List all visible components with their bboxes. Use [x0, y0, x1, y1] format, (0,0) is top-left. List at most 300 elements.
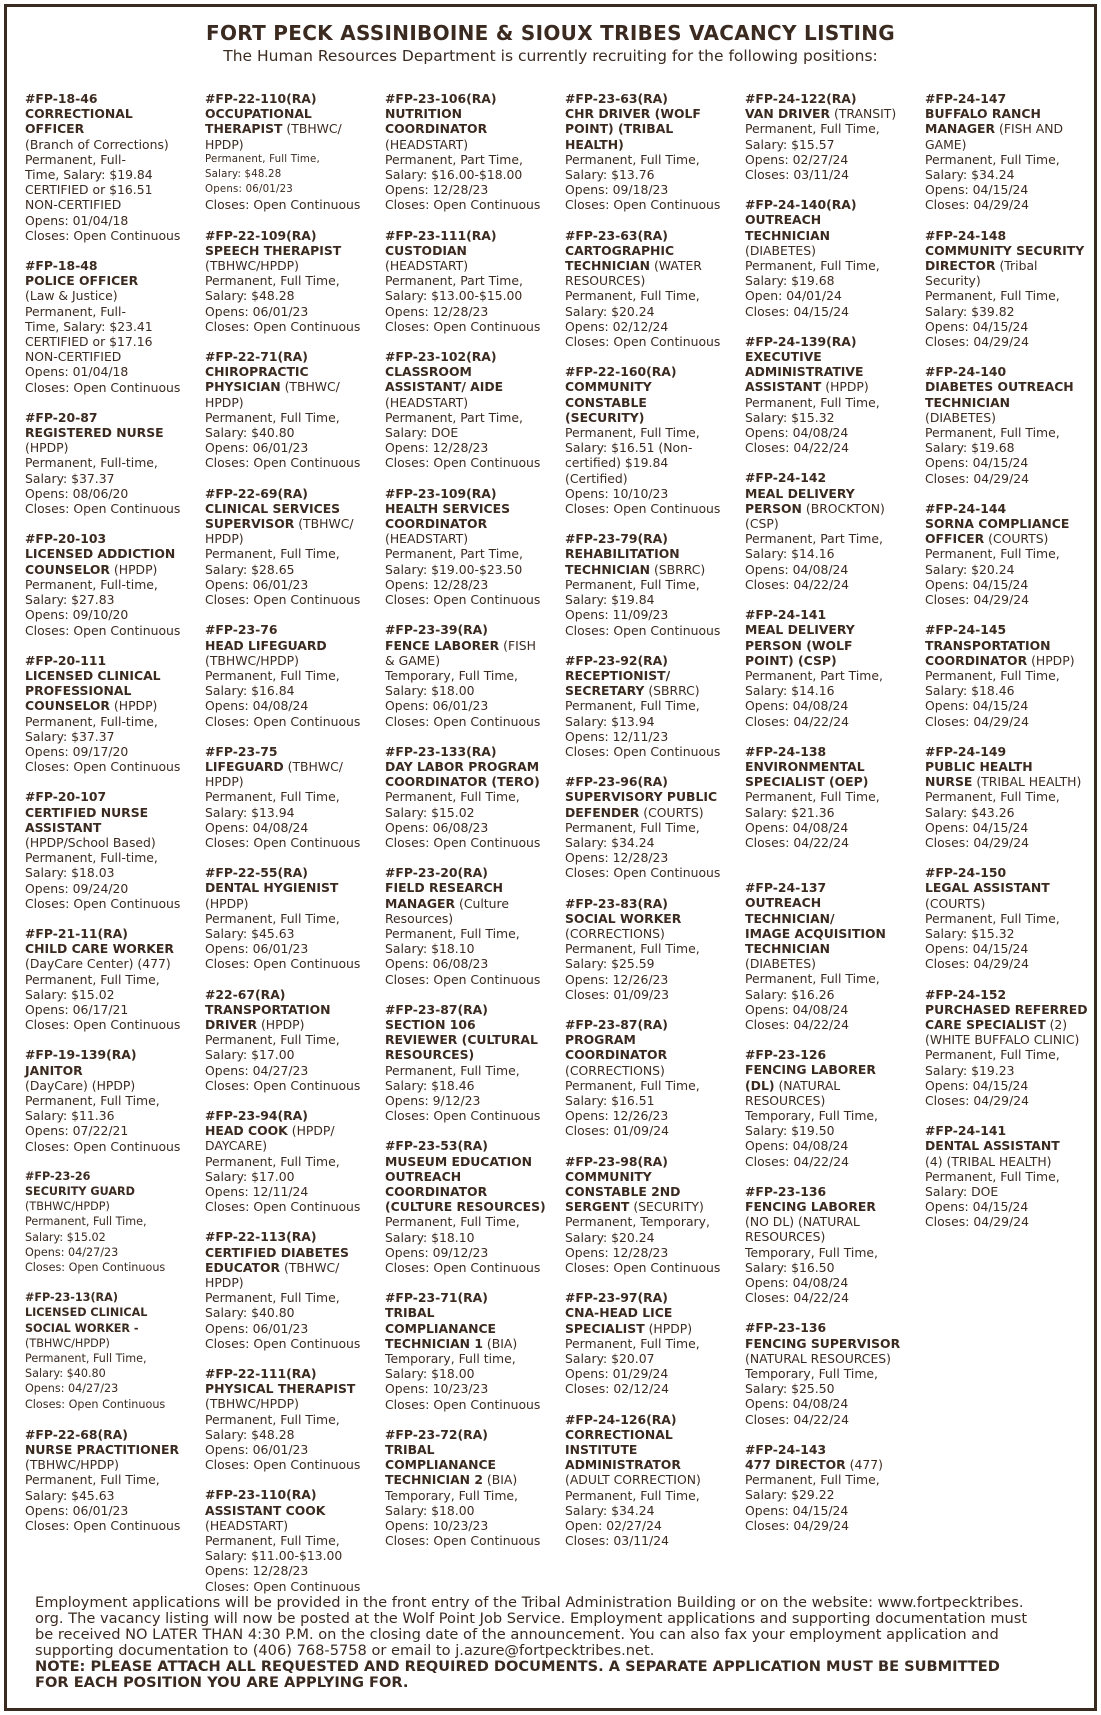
job-number: #FP-24-140 — [925, 364, 1007, 380]
job-detail-line: Closes: Open Continuous — [25, 895, 181, 911]
job-title-part: SERGENT — [565, 1199, 630, 1215]
job-detail-line: Opens: 12/28/23 — [385, 576, 489, 592]
job-detail-line: DIABETES OUTREACH — [925, 379, 1074, 395]
job-detail-line: Salary: $18.00 — [385, 1366, 475, 1382]
job-detail-line: Salary: $45.63 — [205, 925, 295, 941]
job-column-4 — [565, 91, 741, 1563]
job-listing — [925, 865, 1101, 971]
job-detail-line: FENCING LABORER — [745, 1062, 876, 1078]
job-number: #FP-23-63(RA) — [565, 227, 668, 243]
job-number: #FP-24-122(RA) — [745, 91, 857, 106]
job-detail-line: Closes: Open Continuous — [205, 1578, 361, 1594]
job-detail-line: (HEADSTART) — [385, 531, 469, 547]
job-listing — [205, 91, 381, 213]
job-detail-line: (4) (TRIBAL HEALTH) — [925, 1153, 1052, 1169]
job-title-part: (DL) — [745, 1077, 775, 1093]
job-detail-line: Salary: DOE — [925, 1184, 999, 1199]
job-detail-line: Closes: 04/22/24 — [745, 440, 849, 456]
job-title-part: EDUCATOR — [205, 1259, 281, 1275]
job-detail-line: (DIABETES) — [925, 409, 996, 425]
job-detail-line: (WHITE BUFFALO CLINIC) — [925, 1032, 1080, 1048]
job-detail-line: (TBHWC/HPDP) — [205, 1396, 299, 1412]
job-detail-line: Salary: $28.65 — [205, 561, 295, 577]
job-detail-line: LICENSED CLINICAL — [25, 1306, 148, 1320]
job-number: #FP-23-136 — [745, 1183, 827, 1199]
job-number: #FP-24-145 — [925, 622, 1007, 638]
job-detail-line: Closes: Open Continuous — [205, 1457, 361, 1473]
job-listing — [745, 470, 921, 592]
job-detail-line: REGISTERED NURSE — [25, 425, 164, 441]
job-detail-line: CHIROPRACTIC — [205, 364, 309, 380]
job-detail-line: Permanent, Full Time, — [745, 1472, 880, 1488]
job-detail-line: Closes: 04/29/24 — [745, 1517, 849, 1533]
job-title-part: COORDINATOR — [925, 652, 1028, 668]
job-detail-line: Permanent, Full Time, — [925, 425, 1060, 441]
job-listing — [25, 531, 201, 637]
job-detail-line: TECHNICIAN — [745, 227, 831, 243]
job-number: #FP-22-113(RA) — [205, 1229, 317, 1245]
job-detail-line: Closes: 04/22/24 — [745, 576, 849, 592]
job-title-part: TECHNICIAN — [565, 258, 651, 274]
job-detail-line: Opens: 12/11/23 — [565, 728, 669, 744]
job-detail-line: SOCIAL WORKER — [565, 910, 682, 926]
job-detail-line: Salary: $34.24 — [565, 834, 655, 850]
job-title-part: SPECIALIST — [565, 1320, 645, 1336]
job-detail-line: Salary: $21.36 — [745, 804, 835, 820]
job-detail-line: Opens: 02/27/24 — [745, 151, 849, 167]
job-detail-line: Opens: 09/18/23 — [565, 182, 669, 198]
job-number: #FP-23-97(RA) — [565, 1290, 668, 1306]
job-detail-line: Opens: 04/27/23 — [25, 1245, 119, 1259]
job-number: #FP-22-109(RA) — [205, 227, 317, 243]
job-detail-line: REHABILITATION — [565, 546, 680, 562]
job-detail-line: Opens: 06/01/23 — [205, 184, 293, 196]
job-number: #FP-23-92(RA) — [565, 652, 668, 668]
job-detail-line: OCCUPATIONAL — [205, 106, 312, 122]
job-title-part: 477 DIRECTOR — [745, 1457, 846, 1473]
job-detail-line: SECURITY GUARD — [25, 1185, 135, 1198]
job-detail-line: Closes: Open Continuous — [25, 379, 181, 395]
job-detail-line: Closes: Open Continuous — [25, 622, 181, 638]
job-title-part: HEAD COOK — [205, 1123, 288, 1139]
job-detail-line: (DL) (NATURAL — [745, 1077, 841, 1093]
job-detail-line: (NO DL) (NATURAL — [745, 1214, 860, 1230]
job-detail-line: Salary: $15.32 — [745, 409, 835, 425]
job-detail-line: Salary: $20.24 — [565, 303, 655, 319]
job-detail-line: (ADULT CORRECTION) — [565, 1472, 701, 1488]
job-detail-line: Closes: Open Continuous — [565, 501, 721, 517]
job-detail-line: Opens: 12/28/23 — [385, 303, 489, 319]
job-number: #FP-23-87(RA) — [385, 1001, 488, 1017]
job-number: #FP-20-111 — [25, 652, 107, 668]
job-detail-line: CONSTABLE 2ND — [565, 1184, 681, 1199]
job-number: #FP-23-75 — [205, 743, 278, 759]
job-detail-line: CERTIFIED or $17.16 — [25, 334, 153, 350]
job-detail-line: DAY LABOR PROGRAM — [385, 758, 540, 774]
job-listing — [25, 1169, 201, 1275]
job-detail-line: TECHNICIAN (WATER — [565, 258, 702, 274]
job-detail-line: Permanent, Part Time, — [385, 151, 523, 167]
job-detail-line: (DIABETES) — [745, 242, 816, 258]
footer-line: org. The vacancy listing will now be posted at the Wolf Point Job Service. Employment applications and supporting documentation must — [35, 1610, 1028, 1627]
job-title-part: DEFENDER — [565, 804, 640, 820]
job-detail-line: LEGAL ASSISTANT — [925, 880, 1050, 896]
job-detail-line: Salary: $16.50 — [745, 1259, 835, 1275]
job-detail-line: Salary: $19.68 — [925, 440, 1015, 456]
job-detail-line: Permanent, Temporary, — [565, 1214, 710, 1230]
job-detail-line: Permanent, Full Time, — [385, 925, 520, 941]
job-detail-line: Permanent, Full Time, — [925, 546, 1060, 562]
job-listing — [205, 1108, 381, 1214]
job-detail-line: Opens: 04/15/24 — [925, 1077, 1029, 1093]
job-number: #FP-23-110(RA) — [205, 1487, 317, 1503]
job-listing — [25, 410, 201, 516]
job-detail-line: Salary: $18.10 — [385, 1229, 475, 1245]
job-detail-line: (Law & Justice) — [25, 288, 118, 304]
job-listing — [925, 1123, 1101, 1229]
job-detail-line: Temporary, Full Time, — [745, 1107, 878, 1123]
job-detail-line: Permanent, Full Time, — [745, 971, 880, 987]
job-listing — [205, 622, 381, 728]
job-detail-line: Closes: 04/22/24 — [745, 1153, 849, 1169]
job-detail-line: Closes: Open Continuous — [25, 759, 181, 775]
job-number: #FP-22-69(RA) — [205, 485, 308, 501]
job-number: #FP-23-53(RA) — [385, 1138, 488, 1154]
job-detail-line: Salary: DOE — [385, 425, 459, 441]
job-detail-line: SPECIALIST (OEP) — [745, 774, 869, 790]
job-listing — [565, 91, 741, 213]
job-detail-line: LIFEGUARD (TBHWC/ — [205, 758, 343, 774]
job-title-part: TECHNICIAN 2 — [385, 1472, 483, 1488]
job-number: #FP-24-147 — [925, 91, 1007, 106]
job-listing — [925, 91, 1101, 213]
job-listing — [205, 987, 381, 1093]
job-title-part: THERAPIST — [205, 121, 283, 137]
job-listing — [745, 334, 921, 456]
job-detail-line: HPDP) — [205, 531, 244, 547]
footer-line: be received NO LATER THAN 4:30 P.M. on the closing date of the announcement. You can also fax your employment application and — [35, 1626, 999, 1643]
job-detail-line: (HEADSTART) — [385, 258, 469, 274]
job-detail-line: Opens: 04/15/24 — [925, 455, 1029, 471]
job-detail-line: DEFENDER (COURTS) — [565, 804, 704, 820]
job-detail-line: Closes: 04/29/24 — [925, 956, 1029, 972]
job-detail-line: DRIVER (HPDP) — [205, 1016, 305, 1032]
job-detail-line: MANAGER (FISH AND — [925, 121, 1064, 137]
job-detail-line: Closes: Open Continuous — [385, 834, 541, 850]
job-detail-line: Permanent, Full Time, — [925, 1047, 1060, 1063]
job-detail-line: Permanent, Full Time, — [565, 941, 700, 957]
job-detail-line: Salary: $13.94 — [205, 804, 295, 820]
job-detail-line: Salary: $40.80 — [25, 1367, 106, 1381]
job-detail-line: CARE SPECIALIST (2) — [925, 1016, 1068, 1032]
job-detail-line: Permanent, Full Time, — [25, 1472, 160, 1488]
job-number: #FP-24-141 — [925, 1123, 1007, 1139]
job-detail-line: Permanent, Part Time, — [385, 409, 523, 425]
job-detail-line: Permanent, Full Time, — [385, 789, 520, 805]
job-detail-line: Opens: 04/15/24 — [925, 819, 1029, 835]
job-detail-line: Closes: 01/09/24 — [565, 1123, 669, 1139]
job-detail-line: Permanent, Full Time, — [25, 1092, 160, 1108]
job-detail-line: HPDP) — [205, 394, 244, 410]
job-detail-line: Closes: 04/22/24 — [745, 1411, 849, 1427]
job-detail-line: CORRECTIONAL — [565, 1426, 673, 1442]
job-detail-line: Temporary, Full Time, — [745, 1366, 878, 1382]
job-listing — [565, 531, 741, 637]
job-number: #FP-23-83(RA) — [565, 895, 668, 911]
job-detail-line: TECHNICIAN/ — [745, 910, 835, 926]
job-detail-line: COMMUNITY SECURITY — [925, 242, 1085, 258]
footer-line: Employment applications will be provided in the front entry of the Tribal Administration Building or on the website: www.fortpecktribes. — [35, 1594, 1024, 1611]
job-detail-line: Permanent, Full Time, — [565, 576, 700, 592]
job-number: #FP-22-68(RA) — [25, 1426, 128, 1442]
job-detail-line: Opens: 12/28/23 — [385, 440, 489, 456]
job-detail-line: DAYCARE) — [205, 1138, 268, 1154]
job-detail-line: Closes: Open Continuous — [385, 713, 541, 729]
job-detail-line: MEAL DELIVERY — [745, 485, 855, 501]
job-detail-line: Salary: $25.59 — [565, 956, 655, 972]
job-detail-line: ADMINISTRATOR — [565, 1457, 681, 1473]
job-detail-line: Permanent, Full Time, — [565, 1077, 700, 1093]
job-detail-line: Opens: 12/26/23 — [565, 971, 669, 987]
job-detail-line: Permanent, Full-time, — [25, 850, 158, 866]
job-detail-line: TECHNICIAN 1 (BIA) — [385, 1335, 518, 1351]
job-detail-line: CONSTABLE — [565, 394, 647, 410]
job-detail-line: HEALTH) — [565, 136, 624, 152]
job-detail-line: EDUCATOR (TBHWC/ — [205, 1259, 340, 1275]
job-detail-line: COORDINATOR — [565, 1047, 668, 1063]
job-listing — [25, 1290, 201, 1412]
page-title: FORT PECK ASSINIBOINE & SIOUX TRIBES VACANCY LISTING — [206, 21, 895, 45]
job-detail-line: Opens: 04/08/24 — [205, 819, 309, 835]
job-detail-line: Salary: $34.24 — [565, 1502, 655, 1518]
job-detail-line: Closes: Open Continuous — [25, 227, 181, 243]
job-detail-line: Permanent, Full Time, — [385, 1062, 520, 1078]
job-detail-line: BUFFALO RANCH — [925, 106, 1041, 122]
job-detail-line: Salary: $17.00 — [205, 1047, 295, 1063]
job-detail-line: Opens: 12/26/23 — [565, 1108, 669, 1124]
job-detail-line: Permanent, Full Time, — [565, 425, 700, 441]
job-listing — [385, 1427, 561, 1549]
job-detail-line: TECHNICIAN — [925, 394, 1011, 410]
job-detail-line: Permanent, Full Time, — [565, 1335, 700, 1351]
job-listing — [205, 744, 381, 850]
job-detail-line: HEAD LIFEGUARD — [205, 637, 327, 653]
job-listing — [205, 349, 381, 471]
job-detail-line: TRIBAL — [385, 1442, 435, 1458]
job-detail-line: (HPDP) — [205, 895, 249, 911]
job-detail-line: Closes: 04/22/24 — [745, 1016, 849, 1032]
job-detail-line: IMAGE ACQUISITION — [745, 925, 886, 941]
job-detail-line: Permanent, Full Time, — [925, 151, 1060, 167]
job-detail-line: Salary: $48.28 — [205, 288, 295, 304]
job-detail-line: Time, Salary: $19.84 — [25, 167, 153, 183]
job-number: #FP-23-106(RA) — [385, 91, 497, 106]
job-detail-line: Salary: $16.51 — [565, 1092, 655, 1108]
job-detail-line: Opens: 04/08/24 — [745, 1001, 849, 1017]
job-detail-line: Salary: $18.46 — [385, 1077, 475, 1093]
job-title-part: LIFEGUARD — [205, 758, 284, 774]
job-detail-line: OUTREACH — [745, 212, 822, 228]
job-detail-line: Opens: 04/08/24 — [745, 819, 849, 835]
job-detail-line: Permanent, Full Time, — [205, 273, 340, 289]
job-detail-line: Opens: 10/23/23 — [385, 1518, 489, 1534]
job-detail-line: Closes: Open Continuous — [25, 1261, 166, 1275]
job-detail-line: COORDINATOR — [385, 121, 488, 137]
job-detail-line: Security) — [925, 273, 981, 289]
job-detail-line: Permanent, Full-time, — [25, 576, 158, 592]
job-detail-line: Salary: $15.02 — [385, 804, 475, 820]
job-number: #FP-18-48 — [25, 258, 98, 274]
job-detail-line: Permanent, Full Time, — [565, 151, 700, 167]
job-detail-line: Opens: 04/15/24 — [925, 941, 1029, 957]
job-detail-line: Salary: $19.68 — [745, 273, 835, 289]
job-detail-line: Permanent, Full Time, — [205, 1153, 340, 1169]
job-detail-line: Closes: Open Continuous — [205, 197, 361, 213]
job-detail-line: Opens: 12/28/23 — [565, 1244, 669, 1260]
job-detail-line: Salary: $14.16 — [745, 683, 835, 699]
job-title-part: PHYSICIAN — [205, 379, 281, 395]
job-number: #FP-24-142 — [745, 470, 827, 486]
job-detail-line: DENTAL HYGIENIST — [205, 880, 339, 896]
job-detail-line: Opens: 12/28/23 — [385, 182, 489, 198]
footer-note-line: FOR EACH POSITION YOU ARE APPLYING FOR. — [35, 1674, 409, 1691]
job-listing — [925, 622, 1101, 728]
job-detail-line: TECHNICIAN 2 (BIA) — [385, 1472, 518, 1488]
job-detail-line: (HEADSTART) — [205, 1517, 289, 1533]
job-detail-line: SUPERVISORY PUBLIC — [565, 789, 718, 805]
job-number: #FP-24-139(RA) — [745, 333, 857, 349]
job-number: #FP-23-133(RA) — [385, 743, 497, 759]
job-detail-line: JANITOR — [25, 1062, 83, 1078]
job-detail-line: RESOURCES) — [385, 1047, 475, 1063]
job-detail-line: Salary: $29.22 — [745, 1487, 835, 1503]
job-detail-line: COUNSELOR (HPDP) — [25, 561, 158, 577]
job-detail-line: Opens: 11/09/23 — [565, 607, 669, 623]
job-detail-line: (HEADSTART) — [385, 136, 469, 152]
footer-line: supporting documentation to (406) 768-5758 or email to j.azure@fortpecktribes.net. — [35, 1642, 655, 1659]
job-detail-line: RESOURCES) — [565, 273, 646, 289]
job-listing — [385, 486, 561, 608]
job-detail-line: RESOURCES) — [745, 1092, 826, 1108]
job-detail-line: PHYSICAL THERAPIST — [205, 1381, 356, 1397]
job-detail-line: Salary: $18.46 — [925, 683, 1015, 699]
job-detail-line: CERTIFIED DIABETES — [205, 1244, 349, 1260]
job-detail-line: OUTREACH — [385, 1168, 462, 1184]
job-listing — [745, 607, 921, 729]
job-detail-line: SERGENT (SECURITY) — [565, 1199, 704, 1215]
job-detail-line: MUSEUM EDUCATION — [385, 1153, 532, 1169]
job-detail-line: Opens: 04/15/24 — [925, 1199, 1029, 1215]
job-detail-line: COMMUNITY — [565, 379, 652, 395]
job-detail-line: Closes: Open Continuous — [565, 743, 721, 759]
page-subtitle: The Human Resources Department is currently recruiting for the following positions: — [223, 47, 878, 65]
job-detail-line: Closes: Open Continuous — [565, 865, 721, 881]
job-detail-line: Permanent, Full Time, — [205, 1032, 340, 1048]
job-listing — [25, 1427, 201, 1533]
job-detail-line: Closes: 04/29/24 — [925, 713, 1029, 729]
job-detail-line: Opens: 04/15/24 — [925, 698, 1029, 714]
job-detail-line: Permanent, Full-time, — [25, 713, 158, 729]
job-number: #FP-23-71(RA) — [385, 1290, 488, 1306]
job-title-part: TECHNICIAN 1 — [385, 1335, 483, 1351]
job-detail-line: LICENSED ADDICTION — [25, 546, 176, 562]
job-detail-line: Closes: Open Continuous — [385, 318, 541, 334]
job-detail-line: CLASSROOM — [385, 364, 472, 380]
job-number: #FP-23-72(RA) — [385, 1426, 488, 1442]
job-listing — [565, 1290, 741, 1396]
job-detail-line: TRIBAL — [385, 1305, 435, 1321]
job-detail-line: Permanent, Full- — [25, 151, 126, 167]
job-detail-line: Opens: 04/15/24 — [925, 182, 1029, 198]
job-listing — [25, 1047, 201, 1153]
job-number: #FP-23-76 — [205, 622, 278, 638]
footer-note-line: NOTE: PLEASE ATTACH ALL REQUESTED AND REQUIRED DOCUMENTS. A SEPARATE APPLICATION MUST BE SUBMITTED — [35, 1658, 1000, 1675]
job-detail-line: Closes: 04/22/24 — [745, 1290, 849, 1306]
job-listing — [745, 1047, 921, 1169]
job-listing — [925, 501, 1101, 607]
job-detail-line: COORDINATOR — [385, 516, 488, 532]
job-listing — [385, 91, 561, 213]
job-number: #FP-24-143 — [745, 1441, 827, 1457]
job-detail-line: Opens: 06/01/23 — [205, 576, 309, 592]
job-detail-line: PERSON (BROCKTON) — [745, 500, 885, 516]
job-number: #FP-20-103 — [25, 531, 107, 547]
job-detail-line: Opens: 04/27/23 — [205, 1062, 309, 1078]
job-listing — [565, 1412, 741, 1549]
job-number: #FP-22-55(RA) — [205, 865, 308, 881]
job-detail-line: (HPDP/School Based) — [25, 834, 156, 850]
job-detail-line: Permanent, Full Time, — [565, 819, 700, 835]
job-detail-line: SOCIAL WORKER - — [25, 1321, 139, 1335]
job-detail-line: Permanent, Full Time, — [205, 153, 320, 165]
job-detail-line: (DayCare Center) (477) — [25, 956, 171, 972]
job-column-6 — [925, 91, 1101, 1245]
job-detail-line: CHILD CARE WORKER — [25, 941, 174, 957]
job-listing — [385, 1002, 561, 1124]
job-detail-line: Permanent, Full Time, — [205, 667, 340, 683]
job-detail-line: FENCE LABORER (FISH — [385, 637, 536, 653]
job-detail-line: Closes: 04/29/24 — [925, 592, 1029, 608]
job-listing — [205, 1487, 381, 1593]
job-detail-line: Permanent, Part Time, — [385, 546, 523, 562]
job-detail-line: Salary: $40.80 — [205, 425, 295, 441]
job-title-part: SUPERVISOR — [205, 516, 295, 532]
job-detail-line: Opens: 12/28/23 — [565, 850, 669, 866]
job-detail-line: NUTRITION — [385, 106, 462, 122]
job-detail-line: Open: 04/01/24 — [745, 288, 842, 304]
job-number: #FP-23-126 — [745, 1047, 827, 1063]
job-listing — [205, 1229, 381, 1351]
job-detail-line: Closes: Open Continuous — [25, 1397, 166, 1411]
job-number: #FP-24-148 — [925, 227, 1007, 243]
job-detail-line: Salary: $43.26 — [925, 804, 1015, 820]
job-detail-line: (SECURITY) — [565, 409, 645, 425]
job-detail-line: Closes: 04/29/24 — [925, 197, 1029, 213]
job-detail-line: Opens: 12/28/23 — [205, 1563, 309, 1579]
job-detail-line: Opens: 01/04/18 — [25, 212, 129, 228]
job-detail-line: COMMUNITY — [565, 1168, 652, 1184]
job-number: #FP-24-137 — [745, 880, 827, 896]
job-detail-line: COMPLIANANCE — [385, 1320, 497, 1336]
job-column-2 — [205, 91, 381, 1609]
job-number: #FP-23-63(RA) — [565, 91, 668, 106]
job-detail-line: (TBHWC/HPDP) — [25, 1200, 110, 1214]
job-detail-line: NURSE PRACTITIONER — [25, 1442, 180, 1458]
job-detail-line: PURCHASED REFERRED — [925, 1001, 1088, 1017]
job-title-part: OFFICER — [925, 531, 985, 547]
job-listing — [565, 1154, 741, 1276]
job-detail-line: (COURTS) — [925, 895, 986, 911]
